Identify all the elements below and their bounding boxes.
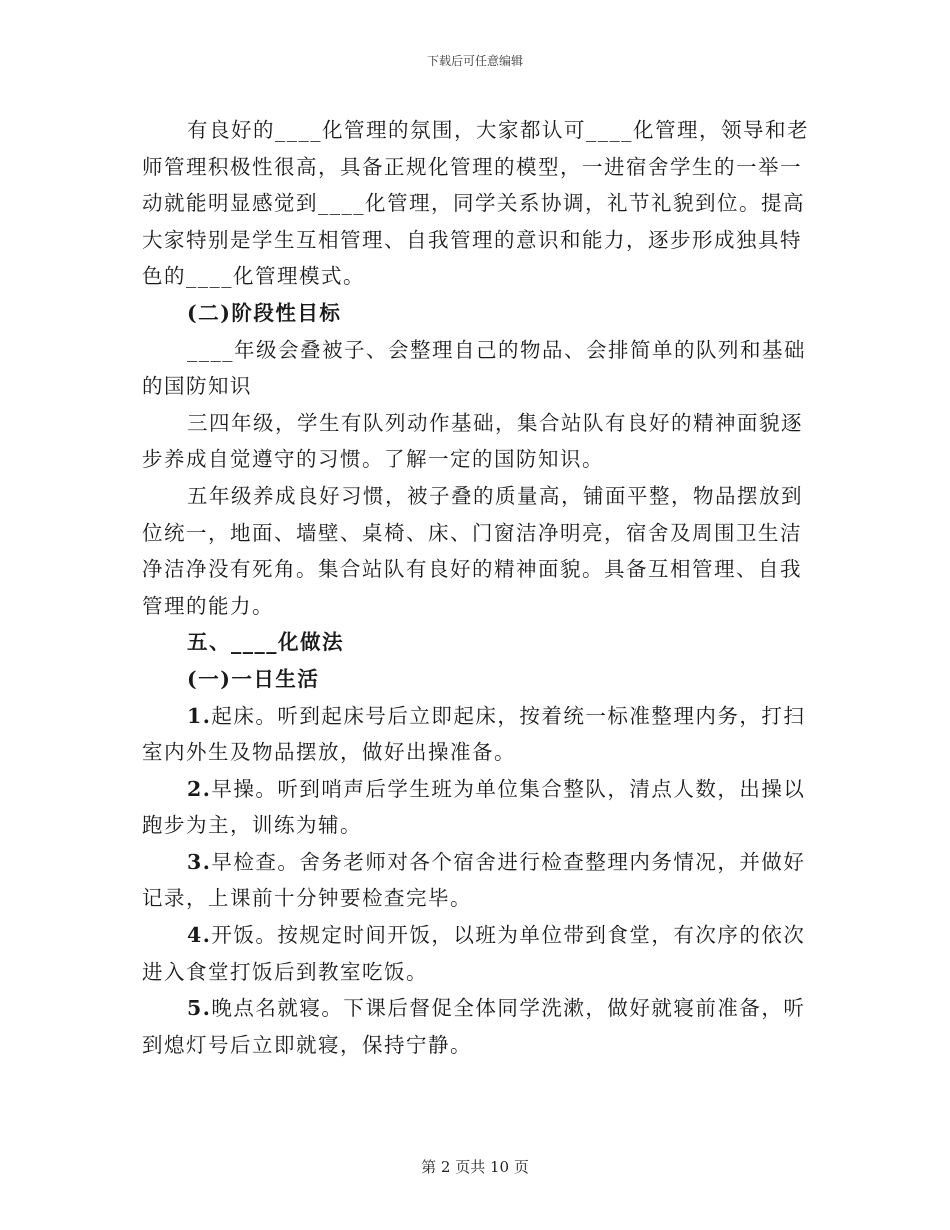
list-item-line: 跑步为主，训练为辅。 (142, 813, 362, 838)
list-item-line (142, 771, 812, 808)
paragraph-line: ____年级会叠被子、会整理自己的物品、会排简单的队列和基础 (187, 337, 806, 362)
paragraph-line: 步养成自觉遵守的习惯。了解一定的国防知识。 (142, 447, 604, 472)
section-heading-daily-life: (一)一日生活 (187, 666, 320, 691)
page-header-note: 下载后可任意编辑 (426, 54, 523, 68)
item-text: 早操。听到哨声后学生班为单位集合整队，清点人数，出操以 (211, 776, 806, 801)
item-number: 2. (187, 776, 212, 801)
paragraph-line: 的国防知识 (142, 374, 252, 399)
item-number: 3. (187, 849, 212, 874)
paragraph-line: 师管理积极性很高，具备正规化管理的模型，一进宿舍学生的一举一 (142, 154, 802, 179)
item-text: 开饭。按规定时间开饭，以班为单位带到食堂，有次序的依次 (211, 923, 806, 948)
paragraph-line: 五年级养成良好习惯，被子叠的质量高，铺面平整，物品摆放到 (187, 483, 803, 508)
page-number: 第 2 页共 10 页 (421, 1158, 529, 1176)
paragraph-line: 动就能明显感觉到____化管理，同学关系协调，礼节礼貌到位。提高 (142, 191, 805, 216)
item-number: 5. (187, 996, 212, 1021)
section-heading-practice: 五、____化做法 (187, 630, 344, 655)
paragraph-line: 净洁净没有死角。集合站队有良好的精神面貌。具备互相管理、自我 (142, 557, 802, 582)
section-heading-stage-goals: (二)阶段性目标 (187, 300, 342, 325)
item-number: 4. (187, 923, 212, 948)
item-text: 晚点名就寝。下课后督促全体同学洗漱，做好就寝前准备，听 (211, 996, 806, 1021)
paragraph-line: 色的____化管理模式。 (142, 264, 365, 289)
list-item-line (142, 917, 812, 954)
document-body (142, 112, 812, 1063)
item-number: 1. (187, 703, 212, 728)
item-text: 早检查。舍务老师对各个宿舍进行检查整理内务情况，并做好 (211, 849, 806, 874)
paragraph-line: 管理的能力。 (142, 593, 274, 618)
list-item-line: 室内外生及物品摆放，做好出操准备。 (142, 740, 516, 765)
paragraph-line: 三四年级，学生有队列动作基础，集合站队有良好的精神面貌逐 (187, 410, 803, 435)
list-item-line: 记录，上课前十分钟要检查完毕。 (142, 886, 472, 911)
list-item-line: 进入食堂打饭后到教室吃饭。 (142, 959, 428, 984)
paragraph-line: 大家特别是学生互相管理、自我管理的意识和能力，逐步形成独具特 (142, 227, 802, 252)
list-item-line (142, 990, 812, 1027)
list-item-line (142, 698, 812, 735)
paragraph-line: 位统一，地面、墙壁、桌椅、床、门窗洁净明亮，宿舍及周围卫生洁 (142, 520, 802, 545)
paragraph-line: 有良好的____化管理的氛围，大家都认可____化管理，领导和老 (187, 118, 809, 142)
list-item-line: 到熄灯号后立即就寝，保持宁静。 (142, 1032, 472, 1057)
item-text: 起床。听到起床号后立即起床，按着统一标准整理内务，打扫 (211, 703, 806, 728)
list-item-line (142, 844, 812, 881)
